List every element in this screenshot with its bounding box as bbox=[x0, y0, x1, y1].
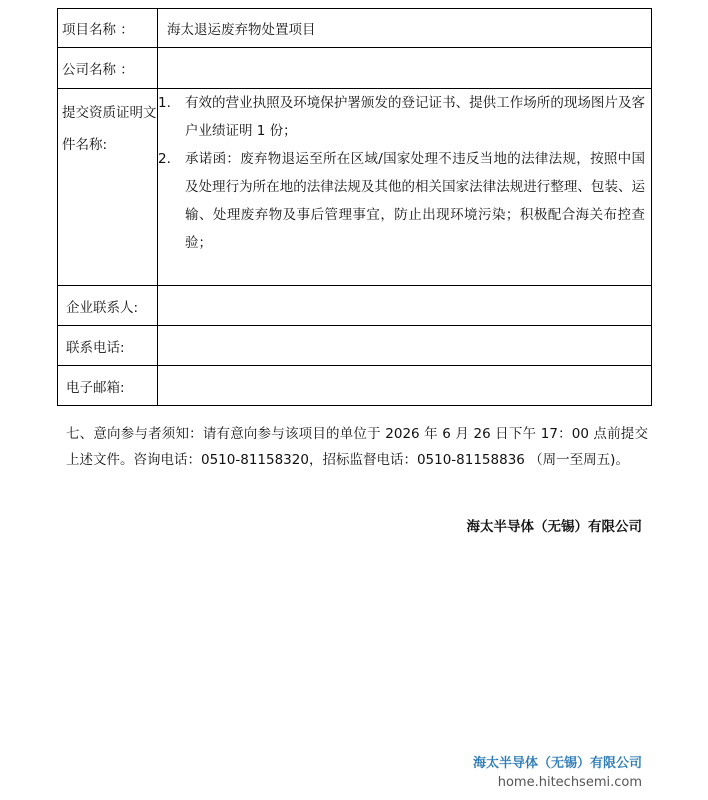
email-field[interactable] bbox=[158, 366, 652, 406]
document-item-number: 2. bbox=[158, 151, 171, 167]
footer-company-name: 海太半导体（无锡）有限公司 bbox=[472, 756, 642, 771]
phone-row bbox=[58, 326, 652, 366]
company-name-row bbox=[58, 48, 652, 89]
footer-url-link[interactable]: home.hitechsemi.com bbox=[497, 775, 642, 790]
company-name-field[interactable] bbox=[158, 48, 652, 89]
documents-list bbox=[158, 89, 651, 257]
project-name-label: 项目名称 ： bbox=[58, 9, 158, 48]
email-label: 电子邮箱: bbox=[58, 366, 158, 406]
document-item bbox=[158, 89, 651, 145]
document-item-text: 承诺函：废弃物退运至所在区域/国家处理不违反当地的法律法规，按照中国及处理行为所在地的法律法规及其他的相关国家法律法规进行整理、包装、运输、处理废弃物及事后管理事宜，防止出现环境污染；积极配合海关布控查验； bbox=[185, 151, 645, 251]
company-name-label: 公司名称 ： bbox=[58, 48, 158, 89]
documents-row bbox=[58, 89, 652, 286]
participant-notice: 七、意向参与者须知：请有意向参与该项目的单位于 2026 年 6 月 26 日下午 17：00 点前提交上述文件。咨询电话：0510-81158320，招标监督电话：0510-81158836 （周一至周五)。 bbox=[66, 426, 648, 468]
company-signature: 海太半导体（无锡）有限公司 bbox=[466, 519, 642, 535]
phone-field[interactable] bbox=[158, 326, 652, 366]
documents-label-line1: 提交资质证明文 bbox=[62, 105, 157, 121]
document-item bbox=[158, 145, 651, 257]
project-name-value: 海太退运废弃物处置项目 bbox=[158, 9, 652, 48]
documents-list-cell bbox=[158, 89, 652, 286]
application-form-table bbox=[57, 8, 652, 406]
document-item-text: 有效的营业执照及环境保护署颁发的登记证书、提供工作场所的现场图片及客户业绩证明 1 份； bbox=[185, 95, 645, 139]
phone-label: 联系电话: bbox=[58, 326, 158, 366]
contact-person-label: 企业联系人: bbox=[58, 286, 158, 326]
documents-label bbox=[58, 89, 158, 286]
documents-label-line2: 件名称: bbox=[62, 137, 108, 153]
email-row bbox=[58, 366, 652, 406]
document-item-number: 1. bbox=[158, 95, 171, 111]
project-name-row bbox=[58, 9, 652, 48]
contact-person-row bbox=[58, 286, 652, 326]
contact-person-field[interactable] bbox=[158, 286, 652, 326]
